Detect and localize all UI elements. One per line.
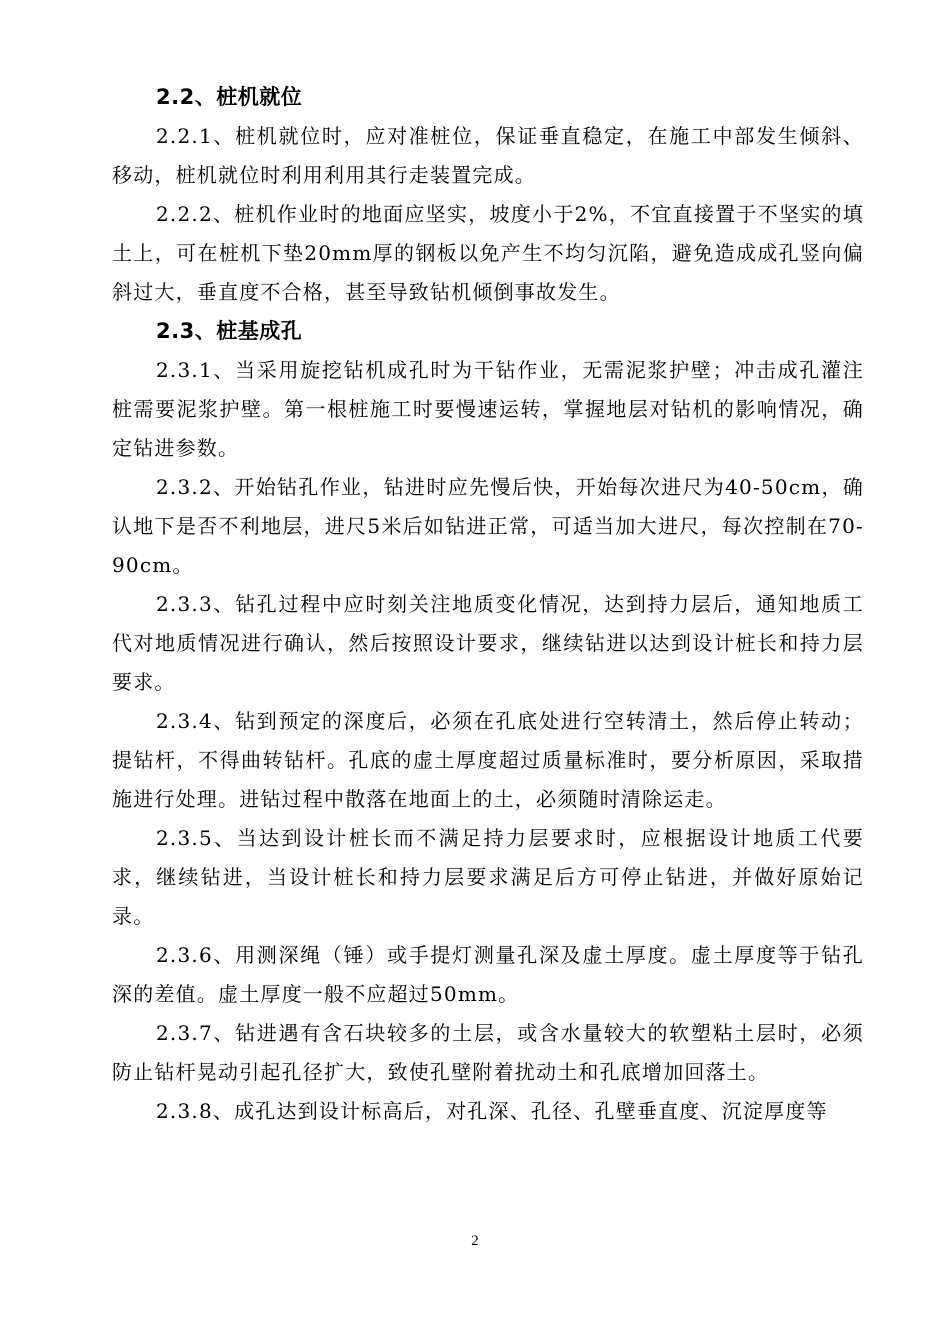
- paragraph-2-3-8: 2.3.8、成孔达到设计标高后，对孔深、孔径、孔壁垂直度、沉淀厚度等: [156, 1099, 828, 1123]
- paragraph-2-3-5: 2.3.5、当达到设计桩长而不满足持力层要求时，应根据设计地质工代要求，继续钻进，当设计桩长和持力层要求满足后方可停止钻进，并做好原始记录。: [112, 826, 864, 928]
- section-heading-2-2: 2.2、桩机就位: [156, 85, 303, 109]
- paragraph-2-2-2: 2.2.2、桩机作业时的地面应坚实，坡度小于2%，不宜直接置于不坚实的填土上，可在桩机下垫20mm厚的钢板以免产生不均匀沉陷，避免造成成孔竖向偏斜过大，垂直度不合格，甚至导致钻机倾倒事故发生。: [112, 202, 864, 304]
- paragraph-2-3-1: 2.3.1、当采用旋挖钻机成孔时为干钻作业，无需泥浆护壁；冲击成孔灌注桩需要泥浆护壁。第一根桩施工时要慢速运转，掌握地层对钻机的影响情况，确定钻进参数。: [112, 358, 864, 460]
- page-number: 2: [471, 1233, 479, 1249]
- paragraph-2-2-1: 2.2.1、桩机就位时，应对准桩位，保证垂直稳定，在施工中部发生倾斜、移动，桩机就位时利用利用其行走装置完成。: [112, 124, 864, 187]
- paragraph-2-3-6: 2.3.6、用测深绳（锤）或手提灯测量孔深及虚土厚度。虚土厚度等于钻孔深的差值。虚土厚度一般不应超过50mm。: [112, 943, 864, 1006]
- paragraph-2-3-4: 2.3.4、钻到预定的深度后，必须在孔底处进行空转清土，然后停止转动；提钻杆，不得曲转钻杆。孔底的虚土厚度超过质量标准时，要分析原因，采取措施进行处理。进钻过程中散落在地面上的土，必须随时清除运走。: [112, 709, 864, 811]
- page-body: [112, 78, 864, 1131]
- section-heading-2-3: 2.3、桩基成孔: [156, 319, 303, 343]
- paragraph-2-3-2: 2.3.2、开始钻孔作业，钻进时应先慢后快，开始每次进尺为40-50cm，确认地下是否不利地层，进尺5米后如钻进正常，可适当加大进尺，每次控制在70-90cm。: [112, 475, 864, 577]
- paragraph-2-3-7: 2.3.7、钻进遇有含石块较多的土层，或含水量较大的软塑粘土层时，必须防止钻杆晃动引起孔径扩大，致使孔壁附着扰动土和孔底增加回落土。: [112, 1021, 864, 1084]
- paragraph-2-3-3: 2.3.3、钻孔过程中应时刻关注地质变化情况，达到持力层后，通知地质工代对地质情况进行确认，然后按照设计要求，继续钻进以达到设计桩长和持力层要求。: [112, 592, 864, 694]
